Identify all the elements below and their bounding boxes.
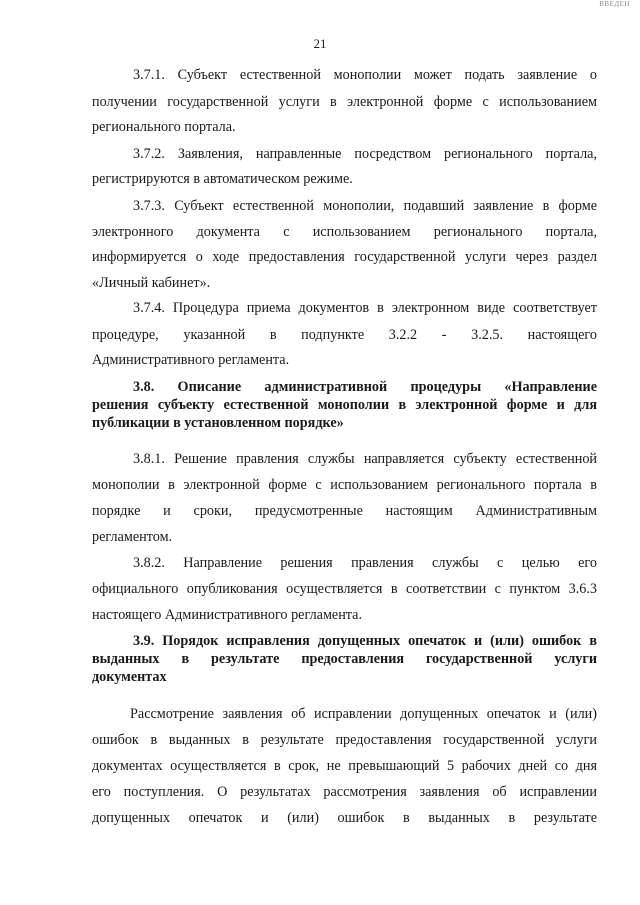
paragraph-line: 3.8.1. Решение правления службы направляется субъекту естественной (133, 451, 597, 467)
paragraph-line: Административного регламента. (92, 352, 290, 368)
paragraph-line: 3.7.1. Субъект естественной монополии может подать заявление о (133, 67, 597, 83)
section-heading: решения субъекту естественной монополии в электронной форме и для (92, 397, 597, 413)
paragraph-line: настоящего Административного регламента. (92, 607, 363, 623)
paragraph-line: информируется о ходе предоставления государственной услуги через раздел (92, 249, 597, 265)
paragraph-line: процедуре, указанной в подпункте 3.2.2 - 3.2.5. настоящего (92, 327, 597, 343)
paragraph-line: документах осуществляется в срок, не превышающий 5 рабочих дней со дня (92, 758, 597, 774)
paragraph-line: Рассмотрение заявления об исправлении допущенных опечаток и (или) (130, 706, 597, 722)
paragraph-line: 3.8.2. Направление решения правления службы с целью его (133, 555, 597, 571)
paragraph-line: официального опубликования осуществляется в соответствии с пунктом 3.6.3 (92, 581, 597, 597)
paragraph-line: 3.7.4. Процедура приема документов в электронном виде соответствует (133, 300, 597, 316)
paragraph-line: ошибок в выданных в результате предоставления государственной услуги (92, 732, 597, 748)
header-stamp: ВВЕДЕН (599, 0, 630, 8)
page-number: 21 (313, 36, 327, 51)
paragraph-line: электронного документа с использованием регионального портала, (92, 224, 597, 240)
paragraph-line: регистрируются в автоматическом режиме. (92, 171, 353, 187)
section-heading: документах (92, 669, 167, 685)
paragraph-line: регионального портала. (92, 119, 236, 135)
section-heading: выданных в результате предоставления государственной услуги (92, 651, 597, 667)
paragraph-line: получении государственной услуги в электронной форме с использованием (92, 94, 597, 110)
section-heading: публикации в установленном порядке» (92, 415, 344, 431)
paragraph-line: монополии в электронной форме с использованием регионального портала в (92, 477, 597, 493)
paragraph-line: 3.7.3. Субъект естественной монополии, подавший заявление в форме (133, 198, 597, 214)
paragraph-line: «Личный кабинет». (92, 275, 211, 291)
section-heading: 3.9. Порядок исправления допущенных опечаток и (или) ошибок в (133, 633, 597, 649)
paragraph-line: регламентом. (92, 529, 173, 545)
paragraph-line: порядке и сроки, предусмотренные настоящим Административным (92, 503, 597, 519)
paragraph-line: 3.7.2. Заявления, направленные посредством регионального портала, (133, 146, 597, 162)
section-heading: 3.8. Описание административной процедуры «Направление (133, 379, 597, 395)
paragraph-line: допущенных опечаток и (или) ошибок в выданных в результате (92, 810, 597, 826)
paragraph-line: его поступления. О результатах рассмотрения заявления об исправлении (92, 784, 597, 800)
